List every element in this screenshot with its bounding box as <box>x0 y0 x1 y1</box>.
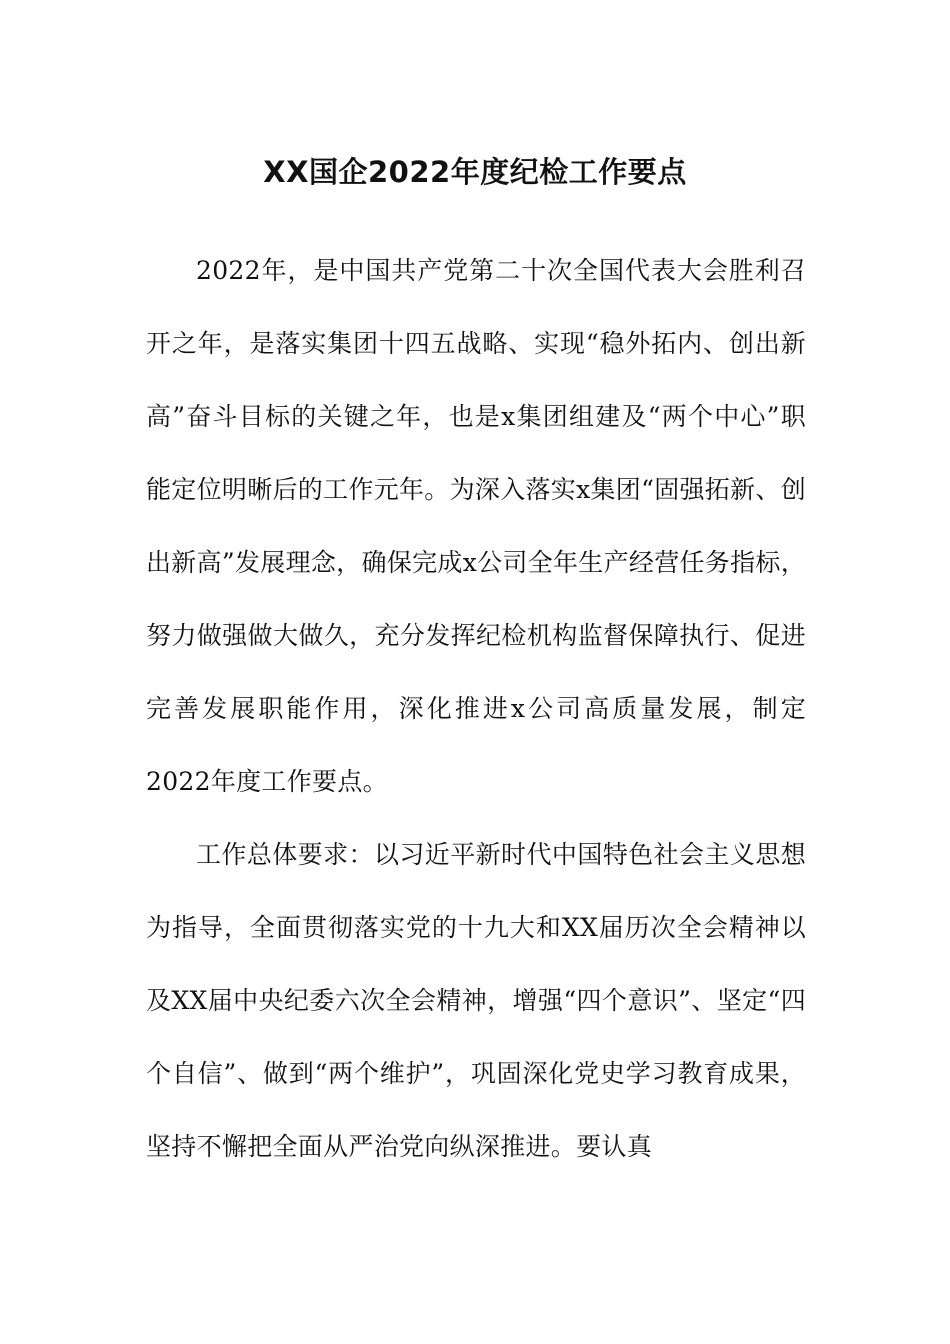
document-title: XX国企2022年度纪检工作要点 <box>263 155 687 190</box>
document-body <box>146 234 806 1183</box>
intro-paragraph: 2022年，是中国共产党第二十次全国代表大会胜利召开之年，是落实集团十四五战略、实现“稳外拓内、创出新高”奋斗目标的关键之年，也是x集团组建及“两个中心”职能定位明晰后的工作元年。为深入落实x集团“固强拓新、创出新高”发展理念，确保完成x公司全年生产经营任务指标，努力做强做大做久，充分发挥纪检机构监督保障执行、促进完善发展职能作用，深化推进x公司高质量发展，制定2022年度工作要点。 <box>146 256 806 796</box>
requirements-paragraph: 工作总体要求：以习近平新时代中国特色社会主义思想为指导，全面贯彻落实党的十九大和XX届历次全会精神以及XX届中央纪委六次全会精神，增强“四个意识”、坚定“四个自信”、做到“两个维护”，巩固深化党史学习教育成果，坚持不懈把全面从严治党向纵深推进。要认真 <box>146 840 806 1161</box>
